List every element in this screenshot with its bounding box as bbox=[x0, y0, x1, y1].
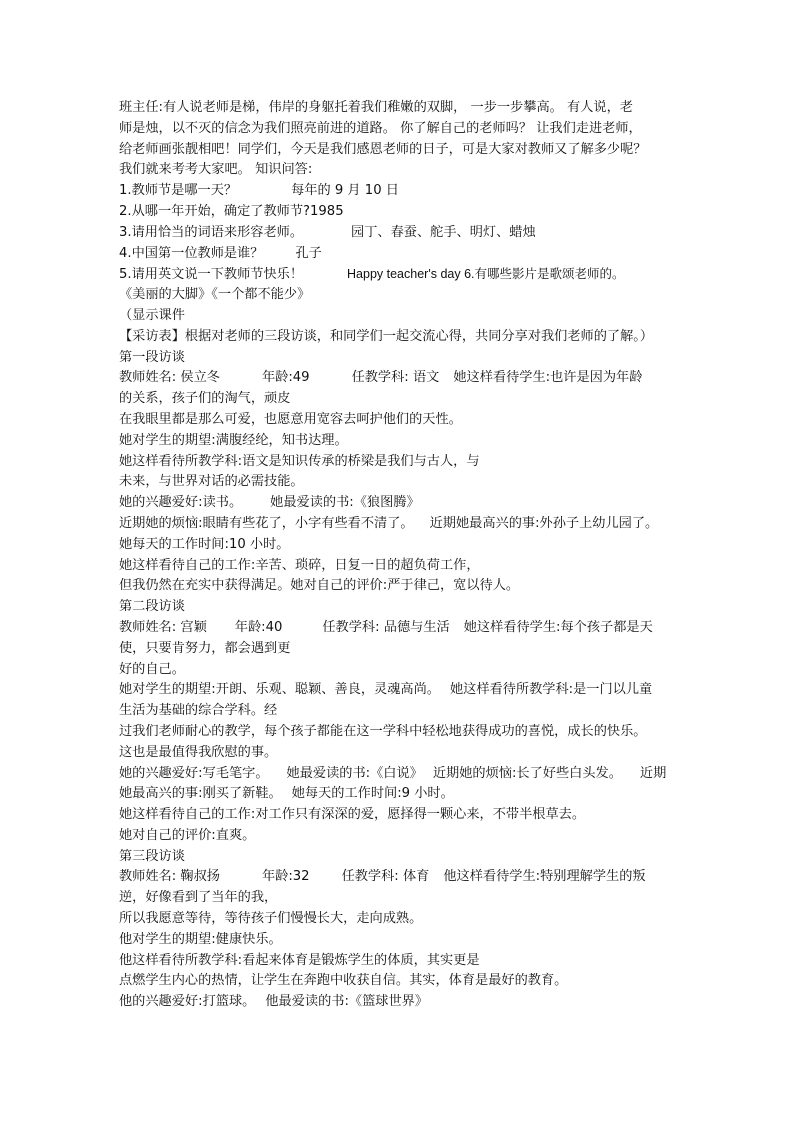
section-2-line: 过我们老师耐心的教学，每个孩子都能在这一学科中轻松地获得成功的喜悦，成长的快乐。 bbox=[119, 723, 647, 739]
section-2-line: 这也是最值得我欣慰的事。 bbox=[119, 744, 278, 760]
section-1-line: 她这样看待所教学科:语文是知识传承的桥梁是我们与古人，与 bbox=[119, 453, 480, 469]
view-on-students: 她这样看待学生:每个孩子都是天 bbox=[463, 619, 653, 635]
quiz-answer-4: 孔子 bbox=[295, 245, 322, 261]
section-2-hope-line bbox=[119, 680, 691, 701]
section-2-line: 生活为基础的综合学科。经 bbox=[119, 703, 278, 719]
section-2-line: 好的自己。 bbox=[119, 661, 185, 677]
quiz-question-4: 4.中国第一位教师是谁？ bbox=[119, 245, 264, 261]
section-3-line: 他对学生的期望:健康快乐。 bbox=[119, 931, 282, 947]
view-on-subject: 她这样看待所教学科:是一门以儿童 bbox=[449, 682, 653, 698]
teacher-name: 教师姓名: 鞠叔扬 bbox=[119, 869, 220, 885]
section-3-line: 他这样看待所教学科:看起来体育是锻炼学生的体质，其实更是 bbox=[119, 952, 480, 968]
quiz-question-1: 1.教师节是哪一天？ bbox=[119, 183, 238, 199]
interview-intro: 【采访表】根据对老师的三段访谈，和同学们一起交流心得，共同分享对我们老师的了解。） bbox=[119, 328, 654, 344]
quiz-question-3: 3.请用恰当的词语来形容老师。 bbox=[119, 224, 304, 240]
favorite-book: 她最爱读的书:《白说》 bbox=[286, 765, 423, 781]
section-2-heading: 第二段访谈 bbox=[119, 599, 185, 615]
section-3-info bbox=[119, 867, 691, 888]
section-1-worry-line bbox=[119, 514, 691, 535]
section-1-line: 未来，与世界对话的必需技能。 bbox=[119, 474, 304, 490]
teacher-subject: 任教学科: 品德与生活 bbox=[322, 619, 450, 635]
intro-line-2: 师是烛，以不灭的信念为我们照亮前进的道路。 你了解自己的老师吗？ 让我们走进老师， bbox=[119, 120, 642, 136]
teacher-name: 教师姓名: 侯立冬 bbox=[119, 370, 220, 386]
view-on-students: 她这样看待学生:也许是因为年龄 bbox=[453, 370, 643, 386]
section-3-line: 逆，好像看到了当年的我， bbox=[119, 890, 278, 906]
teacher-subject: 任教学科: 体育 bbox=[341, 869, 430, 885]
quiz-item-4 bbox=[119, 244, 691, 265]
hobby: 她的兴趣爱好:写毛笔字。 bbox=[119, 765, 269, 781]
section-1-heading: 第一段访谈 bbox=[119, 349, 185, 365]
quiz-item-3 bbox=[119, 223, 691, 244]
quiz-item-2: 2.从哪一年开始，确定了教师节?1985 bbox=[119, 203, 344, 219]
work-hours: 她每天的工作时间:9 小时。 bbox=[291, 786, 454, 802]
section-2-happy-line bbox=[119, 784, 691, 805]
happiest-thing: 她最高兴的事:刚买了新鞋。 bbox=[119, 786, 282, 802]
section-1-line: 的关系，孩子们的淘气，顽皮 bbox=[119, 391, 291, 407]
document-body bbox=[119, 98, 691, 1013]
section-3-line: 点燃学生内心的热情，让学生在奔跑中收获自信。其实，体育是最好的教育。 bbox=[119, 973, 568, 989]
teacher-age: 年龄:49 bbox=[261, 370, 310, 386]
favorite-book: 她最爱读的书:《狼图腾》 bbox=[270, 495, 420, 511]
hope: 她对学生的期望:开朗、乐观、聪颖、善良，灵魂高尚。 bbox=[119, 682, 440, 698]
quiz-question-5: 5.请用英文说一下教师节快乐！ bbox=[119, 267, 304, 283]
section-3-line: 所以我愿意等待，等待孩子们慢慢长大，走向成熟。 bbox=[119, 911, 423, 927]
section-2-line: 她对自己的评价:直爽。 bbox=[119, 827, 256, 843]
section-1-line: 她这样看待自己的工作:辛苦、琐碎，日复一日的超负荷工作， bbox=[119, 557, 480, 573]
quiz-courseware: （显示课件 bbox=[119, 307, 185, 323]
section-2-line: 她这样看待自己的工作:对工作只有深深的爱，愿择得一颗心来，不带半根草去。 bbox=[119, 807, 586, 823]
teacher-age: 年龄:40 bbox=[234, 619, 283, 635]
section-1-line: 在我眼里都是那么可爱，也愿意用宽容去呵护他们的天性。 bbox=[119, 411, 462, 427]
intro-line-1: 班主任:有人说老师是梯，伟岸的身躯托着我们稚嫩的双脚， 一步一步攀高。 有人说，老 bbox=[119, 100, 633, 115]
quiz-movies: 《美丽的大脚》《一个都不能少》 bbox=[119, 287, 311, 303]
teacher-name: 教师姓名: 宫颖 bbox=[119, 619, 207, 635]
section-2-line: 使，只要肯努力，都会遇到更 bbox=[119, 640, 291, 656]
quiz-item-5 bbox=[119, 264, 691, 285]
view-on-students: 他这样看待学生:特别理解学生的叛 bbox=[443, 869, 646, 885]
section-3-heading: 第三段访谈 bbox=[119, 848, 185, 864]
favorite-book: 他最爱读的书:《篮球世界》 bbox=[265, 994, 429, 1010]
teacher-age: 年龄:32 bbox=[261, 869, 310, 885]
worry: 近期她的烦恼:眼睛有些花了，小字有些看不清了。 bbox=[119, 515, 414, 531]
happiest-prefix: 近期 bbox=[639, 765, 667, 781]
section-1-line: 但我仍然在充实中获得满足。她对自己的评价:严于律己，宽以待人。 bbox=[119, 578, 520, 594]
section-3-hobby-line bbox=[119, 992, 691, 1013]
quiz-answer-5: Happy teacher's day 6.有哪些影片是歌颂老师的。 bbox=[347, 267, 625, 282]
worry: 近期她的烦恼:长了好些白头发。 bbox=[432, 765, 622, 781]
quiz-answer-3: 园丁、春蚕、舵手、明灯、蜡烛 bbox=[351, 224, 536, 240]
intro-line-3: 给老师画张靓相吧！同学们，今天是我们感恩老师的日子，可是大家对教师又了解多少呢？ bbox=[119, 141, 647, 157]
teacher-subject: 任教学科: 语文 bbox=[351, 370, 440, 386]
section-1-line: 她每天的工作时间:10 小时。 bbox=[119, 536, 290, 552]
section-2-info bbox=[119, 618, 691, 639]
hobby: 他的兴趣爱好:打篮球。 bbox=[119, 994, 256, 1010]
quiz-item-1 bbox=[119, 181, 691, 202]
section-1-line: 她对学生的期望:满腹经纶，知书达理。 bbox=[119, 432, 348, 448]
section-1-info bbox=[119, 368, 691, 389]
section-2-hobby-line bbox=[119, 764, 691, 785]
happiest-thing: 近期她最高兴的事:外孙子上幼儿园了。 bbox=[429, 515, 659, 531]
hobby: 她的兴趣爱好:读书。 bbox=[119, 495, 243, 511]
quiz-answer-1: 每年的 9 月 10 日 bbox=[291, 183, 399, 199]
intro-line-4: 我们就来考考大家吧。 知识问答: bbox=[119, 162, 313, 178]
section-1-hobby-line bbox=[119, 493, 691, 514]
